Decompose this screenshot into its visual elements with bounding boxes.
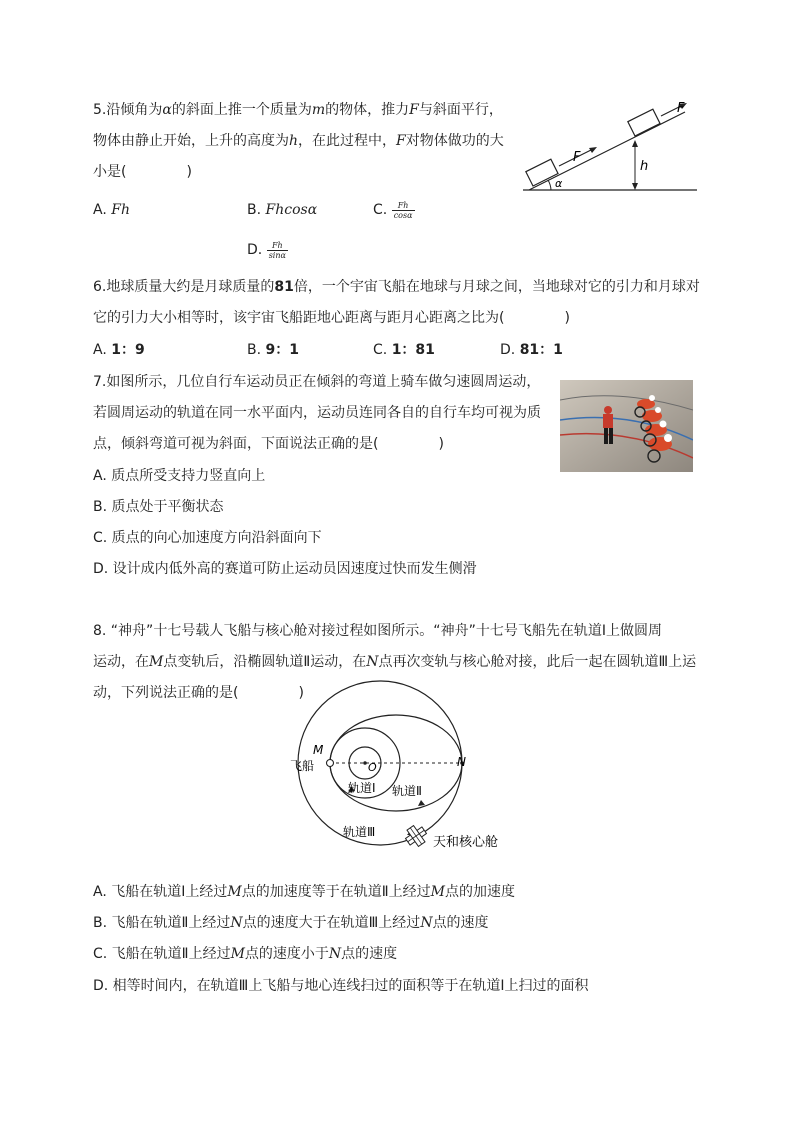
q5-line-1: 5.沿倾角为α的斜面上推一个质量为m的物体，推力F与斜面平行， bbox=[93, 102, 503, 118]
label-orbit-2: 轨道Ⅱ bbox=[392, 784, 422, 798]
q5-option-b[interactable]: B. Fhcosα bbox=[247, 202, 318, 218]
q7-line-2: 若圆周运动的轨道在同一水平面内，运动员连同各自的自行车均可视为质 bbox=[93, 405, 541, 421]
upper-block bbox=[628, 109, 660, 136]
q8-option-d[interactable]: D. 相等时间内，在轨道Ⅲ上飞船与地心连线扫过的面积等于在轨道Ⅰ上扫过的面积 bbox=[93, 978, 589, 994]
arrow-head bbox=[589, 147, 597, 153]
fraction: $\frac{Fh}{\cos\alpha}$ bbox=[393, 200, 413, 220]
q6-option-b[interactable]: B. 9：1 bbox=[247, 342, 299, 358]
label-station: 天和核心舱 bbox=[433, 835, 499, 850]
q5-option-a[interactable]: A. Fh bbox=[93, 202, 130, 218]
arrow-head bbox=[632, 140, 638, 147]
q5-option-c[interactable]: C. $\frac{Fh}{\cos\alpha}$ bbox=[373, 200, 413, 220]
q5-line-2: 物体由静止开始，上升的高度为h，在此过程中，F对物体做功的大 bbox=[93, 133, 504, 149]
label-orbit-3: 轨道Ⅲ bbox=[343, 825, 376, 839]
q5-line-3: 小是( ) bbox=[93, 164, 192, 180]
orbit-2-arrow bbox=[418, 800, 425, 806]
fraction: $\frac{Fh}{\sin\alpha}$ bbox=[268, 240, 286, 260]
angle-label: α bbox=[555, 177, 563, 190]
q6-line-2: 它的引力大小相等时，该宇宙飞船距地心距离与距月心距离之比为( ) bbox=[93, 310, 570, 326]
label-o: O bbox=[368, 761, 377, 774]
q7-line-3: 点，倾斜弯道可视为斜面，下面说法正确的是( ) bbox=[93, 436, 444, 452]
force-label-lower: F bbox=[573, 150, 581, 165]
q6-line-1: 6.地球质量大约是月球质量的81倍，一个宇宙飞船在地球与月球之间，当地球对它的引力和月球对 bbox=[93, 279, 700, 295]
q8-line-1: 8. “神舟”十七号载人飞船与核心舱对接过程如图所示。“神舟”十七号飞船先在轨道Ⅰ上做圆周 bbox=[93, 623, 662, 639]
q8-line-3: 动，下列说法正确的是( ) bbox=[93, 685, 304, 701]
q7-option-a[interactable]: A. 质点所受支持力竖直向上 bbox=[93, 468, 266, 484]
q6-option-a[interactable]: A. 1：9 bbox=[93, 342, 145, 358]
core-module-icon bbox=[402, 822, 430, 850]
label-m: M bbox=[313, 743, 324, 757]
orbit-diagram bbox=[285, 680, 525, 852]
lower-block bbox=[526, 159, 558, 186]
label-n: N bbox=[457, 755, 466, 769]
height-label: h bbox=[640, 159, 649, 174]
force-label-upper: F bbox=[677, 101, 685, 116]
q6-option-c[interactable]: C. 1：81 bbox=[373, 342, 435, 358]
arrow-head bbox=[632, 183, 638, 190]
q7-option-b[interactable]: B. 质点处于平衡状态 bbox=[93, 499, 224, 515]
q8-option-b[interactable]: B. 飞船在轨道Ⅱ上经过N点的速度大于在轨道Ⅲ上经过N点的速度 bbox=[93, 915, 489, 931]
incline-diagram bbox=[515, 98, 705, 196]
angle-arc bbox=[548, 180, 551, 190]
spaceship-marker bbox=[327, 760, 334, 767]
q6-option-d[interactable]: D. 81：1 bbox=[500, 342, 563, 358]
q8-line-2: 运动，在M点变轨后，沿椭圆轨道Ⅱ运动，在N点再次变轨与核心舱对接，此后一起在圆轨道Ⅲ上运 bbox=[93, 654, 697, 670]
q5-option-d[interactable]: D. $\frac{Fh}{\sin\alpha}$ bbox=[247, 240, 286, 260]
q8-option-c[interactable]: C. 飞船在轨道Ⅱ上经过M点的速度小于N点的速度 bbox=[93, 946, 398, 962]
q7-line-1: 7.如图所示，几位自行车运动员正在倾斜的弯道上骑车做匀速圆周运动， bbox=[93, 374, 541, 390]
label-orbit-1: 轨道Ⅰ bbox=[348, 781, 376, 795]
q7-option-d[interactable]: D. 设计成内低外高的赛道可防止运动员因速度过快而发生侧滑 bbox=[93, 561, 477, 577]
q8-option-a[interactable]: A. 飞船在轨道Ⅰ上经过M点的加速度等于在轨道Ⅱ上经过M点的加速度 bbox=[93, 884, 515, 900]
cyclists-photo bbox=[560, 380, 693, 472]
q7-option-c[interactable]: C. 质点的向心加速度方向沿斜面向下 bbox=[93, 530, 322, 546]
incline-surface bbox=[529, 112, 685, 190]
label-ship: 飞船 bbox=[290, 759, 315, 773]
